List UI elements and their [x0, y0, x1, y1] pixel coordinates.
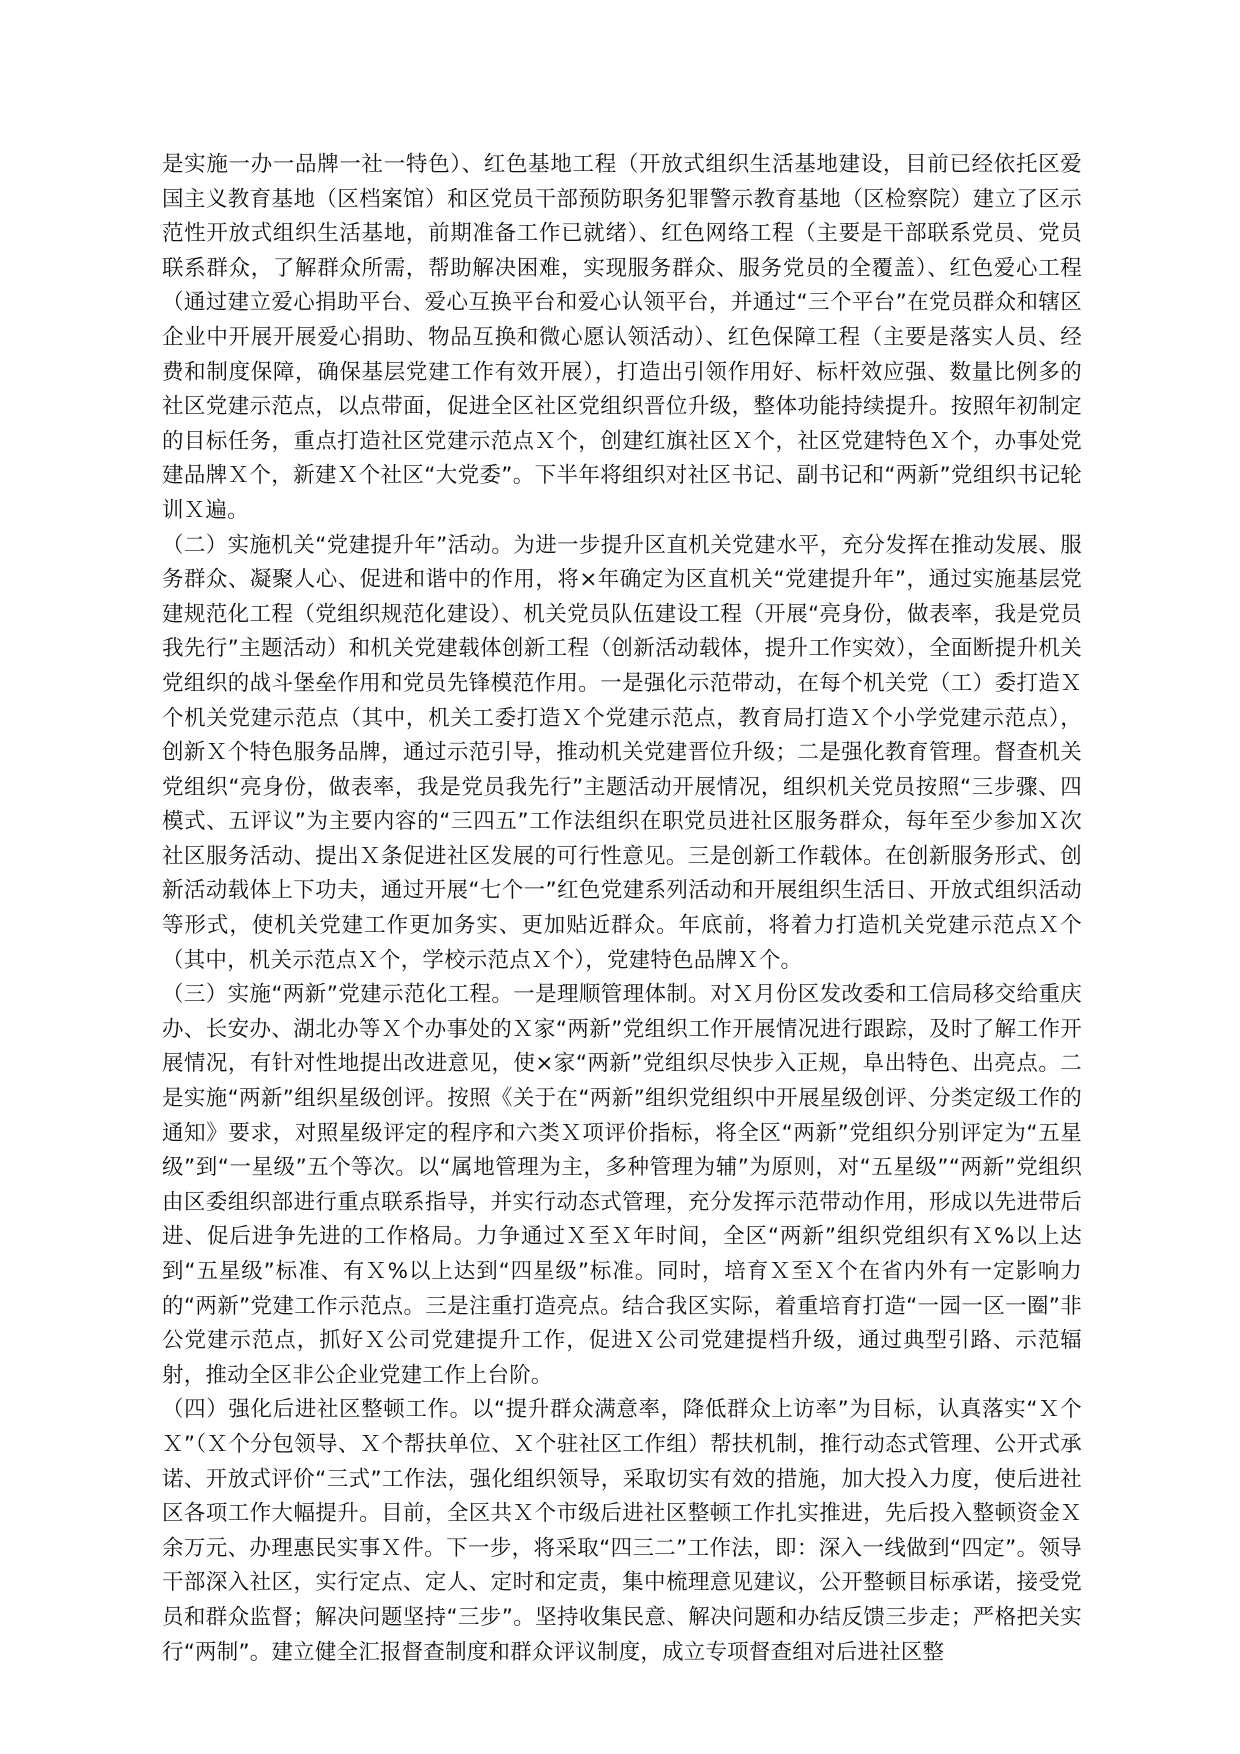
paragraph-two-new-demonstration: （三）实施“两新”党建示范化工程。一是理顺管理体制。对Ｘ月份区发改委和工信局移交给重庆办、长安办、湖北办等Ｘ个办事处的Ｘ家“两新”党组织工作开展情况进行跟踪，及时了解工作开展情况，有针对性地提出改进意见，使×家“两新”党组织尽快步入正规，阜出特色、出亮点。二是实施“两新”组织星级创评。按照《关于在“两新”组织党组织中开展星级创评、分类定级工作的通知》要求，对照星级评定的程序和六类Ｘ项评价指标，将全区“两新”党组织分别评定为“五星级”到“一星级”五个等次。以“属地管理为主，多种管理为辅”为原则，对“五星级”“两新”党组织由区委组织部进行重点联系指导，并实行动态式管理，充分发挥示范带动作用，形成以先进带后进、促后进争先进的工作格局。力争通过Ｘ至Ｘ年时间，全区“两新”组织党组织有Ｘ%以上达到“五星级”标准、有Ｘ%以上达到“四星级”标准。同时，培育Ｘ至Ｘ个在省内外有一定影响力的“两新”党建工作示范点。三是注重打造亮点。结合我区实际，着重培育打造“一园一区一圈”非公党建示范点，抓好Ｘ公司党建提升工作，促进Ｘ公司党建提档升级，通过典型引路、示范辐射，推动全区非公企业党建工作上台阶。 [162, 982, 1082, 1388]
paragraph-backward-community-rectification: （四）强化后进社区整顿工作。以“提升群众满意率，降低群众上访率”为目标，认真落实“Ｘ个Ｘ”（Ｘ个分包领导、Ｘ个帮扶单位、Ｘ个驻社区工作组）帮扶机制，推行动态式管理、公开式承诺、开放式评价“三式”工作法，强化组织领导，采取切实有效的措施，加大投入力度，使后进社区各项工作大幅提升。目前，全区共Ｘ个市级后进社区整顿工作扎实推进，先后投入整顿资金Ｘ余万元、办理惠民实事Ｘ件。下一步，将采取“四三二”工作法，即：深入一线做到“四定”。领导干部深入社区，实行定点、定人、定时和定责，集中梳理意见建议，公开整顿目标承诺，接受党员和群众监督；解决问题坚持“三步”。坚持收集民意、解决问题和办结反馈三步走；严格把关实行“两制”。建立健全汇报督查制度和群众评议制度，成立专项督查组对后进社区整 [162, 1397, 1082, 1665]
paragraph-community-red-projects: 是实施一办一品牌一社一特色）、红色基地工程（开放式组织生活基地建设，目前已经依托区爱国主义教育基地（区档案馆）和区党员干部预防职务犯罪警示教育基地（区检察院）建立了区示范性开放式组织生活基地，前期准备工作已就绪）、红色网络工程（主要是干部联系党员、党员联系群众，了解群众所需，帮助解决困难，实现服务群众、服务党员的全覆盖）、红色爱心工程（通过建立爱心捐助平台、爱心互换平台和爱心认领平台，并通过“三个平台”在党员群众和辖区企业中开展开展爱心捐助、物品互换和微心愿认领活动）、红色保障工程（主要是落实人员、经费和制度保障，确保基层党建工作有效开展），打造出引领作用好、标杆效应强、数量比例多的社区党建示范点，以点带面，促进全区社区党组织晋位升级，整体功能持续提升。按照年初制定的目标任务，重点打造社区党建示范点Ｘ个，创建红旗社区Ｘ个，社区党建特色Ｘ个，办事处党建品牌Ｘ个，新建Ｘ个社区“大党委”。下半年将组织对社区书记、副书记和“两新”党组织书记轮训Ｘ遍。 [162, 152, 1082, 523]
document-body [162, 148, 1082, 1670]
paragraph-organ-party-building-year: （二）实施机关“党建提升年”活动。为进一步提升区直机关党建水平，充分发挥在推动发展、服务群众、凝聚人心、促进和谐中的作用，将×年确定为区直机关“党建提升年”，通过实施基层党建规范化工程（党组织规范化建设）、机关党员队伍建设工程（开展“亮身份，做表率，我是党员我先行”主题活动）和机关党建载体创新工程（创新活动载体，提升工作实效），全面断提升机关党组织的战斗堡垒作用和党员先锋模范作用。一是强化示范带动，在每个机关党（工）委打造Ｘ个机关党建示范点（其中，机关工委打造Ｘ个党建示范点，教育局打造Ｘ个小学党建示范点），创新Ｘ个特色服务品牌，通过示范引导，推动机关党建晋位升级；二是强化教育管理。督查机关党组织“亮身份，做表率，我是党员我先行”主题活动开展情况，组织机关党员按照“三步骤、四模式、五评议”为主要内容的“三四五”工作法组织在职党员进社区服务群众，每年至少参加Ｘ次社区服务活动、提出Ｘ条促进社区发展的可行性意见。三是创新工作载体。在创新服务形式、创新活动载体上下功夫，通过开展“七个一”红色党建系列活动和开展组织生活日、开放式组织活动等形式，使机关党建工作更加务实、更加贴近群众。年底前，将着力打造机关党建示范点Ｘ个（其中，机关示范点Ｘ个，学校示范点Ｘ个），党建特色品牌Ｘ个。 [162, 532, 1082, 973]
